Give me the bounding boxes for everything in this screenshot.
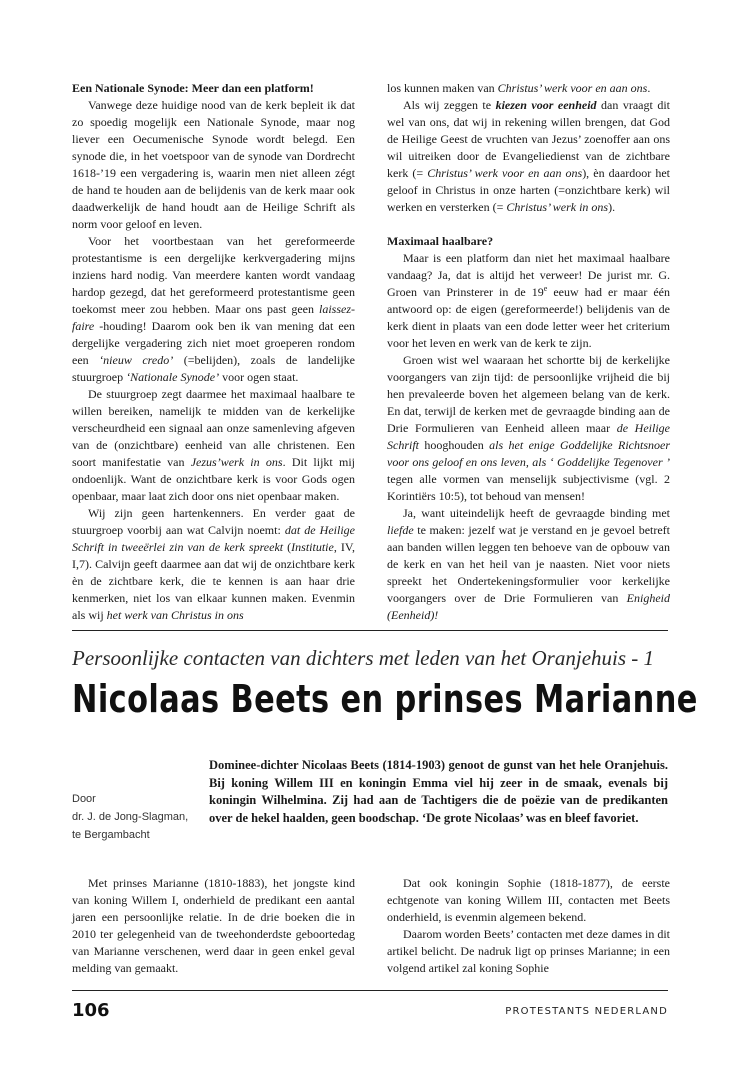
paragraph: Groen wist wel waaraan het schortte bij de kerkelijke voorgangers van zijn tijd: de persoonlijke vrijheid die bij hen prevaleerde boven het algemeen belang van de kerk. En dat, terwijl de kerken met de gevraagde binding aan de Drie Formulieren van Eenheid alleen maar de Heilige Schrift hooghouden als het enige Goddelijke Richtsnoer voor ons geloof en ons leven, als ‘ Goddelijke Tegenover ’ tegen alle vormen van menselijk subjectivisme (vgl. 2 Korintiërs 10:5), tot behoud van mensen! [387,353,670,503]
paragraph-continuation: los kunnen maken van Christus’ werk voor en aan ons. [387,81,651,95]
article-title: Nicolaas Beets en prinses Marianne [72,677,698,721]
byline [72,790,202,844]
series-title: Persoonlijke contacten van dichters met leden van het Oranjehuis - 1 [72,646,655,670]
paragraph: Met prinses Marianne (1810-1883), het jongste kind van koning Willem I, onderhield de predikant een aantal jaren een persoonlijke relatie. In de drie boeken die in 2010 ter gelegenheid van de tweehonderdste geboortedag van Marianne verschenen, werd daar in geen enkel geval melding van gemaakt. [72,876,355,975]
paragraph: Als wij zeggen te kiezen voor eenheid dan vraagt dit wel van ons, dat wij in rekening willen brengen, dat God de Heilige Geest de vruchten van Jezus’ zoenoffer aan ons wil uitreiken door de Evangeliedienst van de zichtbare kerk (= Christus’ werk voor en aan ons), èn daardoor het geloof in Christus in onze harten (=onzichtbare kerk) wil werken en versterken (= Christus’ werk in ons). [387,98,670,214]
paragraph: Vanwege deze huidige nood van de kerk bepleit ik dat zo spoedig mogelijk een Nationale Synode, maar nog liever een Oecumenische Synode wordt belegd. Een synode die, in het voetspoor van de synode van Dordrecht 1618-’19 een vergadering is, waarin men niet alleen zégt de hand te houden aan de belijdenis van de kerk maar ook daadwerkelijk de hand houdt aan de Heilige Schrift als norm voor geloof en leven. [72,98,355,231]
paragraph: De stuurgroep zegt daarmee het maximaal haalbare te willen bereiken, namelijk te midden van de kerkelijke verscheurdheid een signaal aan onze samenleving afgeven van de (onzichtbare) eenheid van alle christenen. Een soort manifestatie van Jezus’werk in ons. Dit lijkt mij ondoenlijk. Want de onzichtbare kerk is voor Gods ogen openbaar, maar laat zich door ons niet openbaar maken. [72,387,355,503]
publication-name: PROTESTANTS NEDERLAND [505,1006,668,1017]
right-column [387,80,670,624]
paragraph: Voor het voortbestaan van het gereformeerde protestantisme is een dergelijke kerkvergadering mijns inziens hard nodig. Van meerdere kanten wordt vandaag hardop gezegd, dat het gereformeerd protestantisme geen toekomst meer zou hebben. Maar ons past geen laissez-faire -houding! Daarom ook ben ik van mening dat een dergelijke vergadering zich niet moet groeperen rondom een ‘nieuw credo’ (=belijden), zoals de landelijke stuurgroep ‘Nationale Synode’ voor ogen staat. [72,234,355,384]
spacer [387,216,670,233]
footer-rule [72,990,668,991]
byline-line: Door [72,793,96,805]
section-heading-synode: Een Nationale Synode: Meer dan een platform! [72,81,314,95]
byline-line: dr. J. de Jong-Slagman, [72,811,189,823]
paragraph: Daarom worden Beets’ contacten met deze dames in dit artikel belicht. De nadruk ligt op prinses Marianne; in een volgend artikel zal koning Sophie [387,927,671,975]
paragraph: Wij zijn geen hartenkenners. En verder gaat de stuurgroep voorbij aan wat Calvijn noemt: dat de Heilige Schrift in tweeërlei zin van de kerk spreekt (Institutie, IV, I,7). Calvijn geeft daarmee aan dat wij de onzichtbare kerk èn de zichtbare kerk, die te kennen is aan haar drie kenmerken, niet los van elkaar kunnen maken. Evenmin als wij het werk van Christus in ons [72,506,356,622]
paragraph: Maar is een platform dan niet het maximaal haalbare vandaag? Ja, dat is altijd het verweer! De jurist mr. G. Groen van Prinsterer in de 19e eeuw had er maar één antwoord op: de eigen (gereformeerde!) belijdenis van de kerk dient in plaats van een dode letter weer het criterium voor het leven en werk van de kerk te zijn. [387,251,670,350]
article-divider-top [72,630,668,631]
article-body-left [72,875,355,977]
article-body-right [387,875,670,977]
page-number: 106 [72,1000,110,1021]
paragraph: Ja, want uiteindelijk heeft de gevraagde binding met liefde te maken: jezelf wat je verstand en je gevoel betreft aan banden willen leggen ten behoeve van de opbouw van de kerk en van het heil van je naasten. Niet voor niets spreekt het Ondertekeningsformulier voor kerkelijke voorgangers over de Drie Formulieren van Enigheid (Eenheid)! [387,506,670,622]
left-column [72,80,355,624]
article-intro: Dominee-dichter Nicolaas Beets (1814-1903) genoot de gunst van het hele Oranjehuis. Bij koning Willem III en koningin Emma viel hij zeer in de smaak, evenals bij koningin Wilhelmina. Zij had aan de Tachtigers die de poëzie van de predikanten over de hekel haalden, geen boodschap. ‘De grote Nicolaas’ was en bleef favoriet. [209,758,668,825]
section-heading-haalbare: Maximaal haalbare? [387,234,494,248]
byline-line: te Bergambacht [72,829,150,841]
paragraph: Dat ook koningin Sophie (1818-1877), de eerste echtgenote van koning Willem III, contacten met Beets onderhield, is evenmin algemeen bekend. [387,876,670,924]
